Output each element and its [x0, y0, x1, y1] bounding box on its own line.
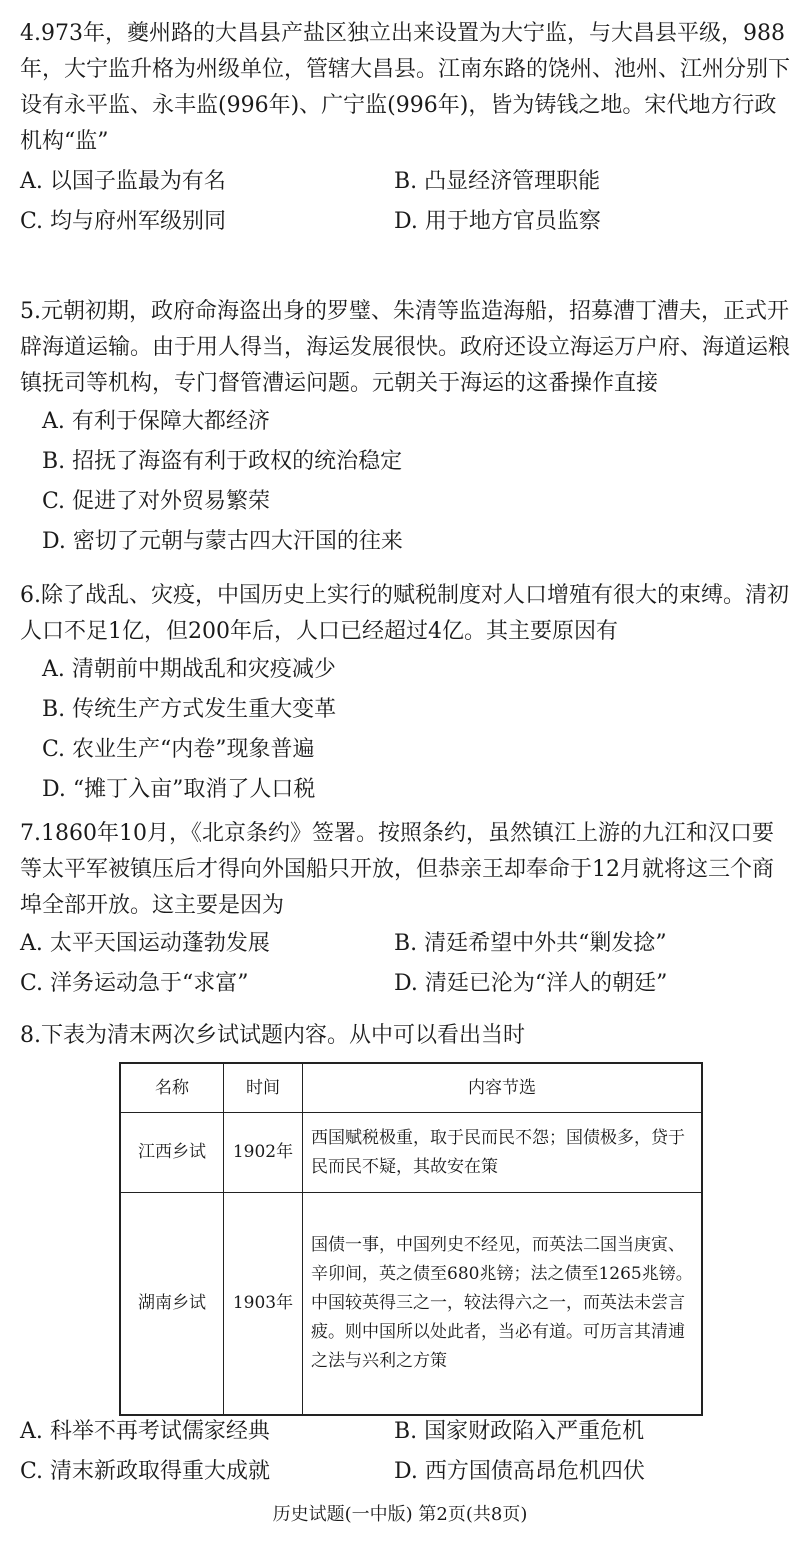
option-d[interactable]: D. 清廷已沦为“洋人的朝廷”	[394, 971, 668, 996]
question-7	[20, 816, 790, 1004]
question-8	[20, 1018, 790, 1054]
option-c[interactable]: C. 清末新政取得重大成就	[20, 1459, 271, 1484]
question-4	[20, 16, 790, 242]
option-b[interactable]: B. 国家财政陷入严重危机	[394, 1419, 645, 1444]
question-stem: 5.元朝初期，政府命海盗出身的罗璧、朱清等监造海船，招募漕丁漕夫，正式开辟海道运输。由于用人得当，海运发展很快。政府还设立海运万户府、海道运粮镇抚司等机构，专门督管漕运问题。元朝关于海运的这番操作直接	[20, 299, 791, 396]
row-content: 国债一事，中国列史不经见，而英法二国当庚寅、辛卯间，英之债至680兆镑；法之债至1265兆镑。中国较英得三之一，较法得六之一，而英法未尝言疲。则中国所以处此者，当必有道。可历言其清逋之法与兴利之方策	[303, 1193, 703, 1415]
table-row	[120, 1193, 702, 1415]
option-d[interactable]: D. “摊丁入亩”取消了人口税	[42, 777, 316, 802]
row-name: 江西乡试	[120, 1113, 224, 1193]
row-year: 1902年	[224, 1113, 303, 1193]
header-content: 内容节选	[303, 1063, 703, 1113]
option-d[interactable]: D. 用于地方官员监察	[394, 209, 601, 234]
header-name: 名称	[120, 1063, 224, 1113]
option-c[interactable]: C. 农业生产“内卷”现象普遍	[42, 737, 315, 762]
header-time: 时间	[224, 1063, 303, 1113]
row-content: 西国赋税极重，取于民而民不怨；国债极多，贷于民而民不疑，其故安在策	[303, 1113, 703, 1193]
option-c[interactable]: C. 促进了对外贸易繁荣	[42, 489, 271, 514]
question-5	[20, 294, 790, 562]
question-stem: 4.973年，夔州路的大昌县产盐区独立出来设置为大宁监，与大昌县平级，988年，大宁监升格为州级单位，管辖大昌县。江南东路的饶州、池州、江州分别下设有永平监、永丰监(996年)、广宁监(996年)，皆为铸钱之地。宋代地方行政机构“监”	[20, 21, 791, 154]
option-b[interactable]: B. 清廷希望中外共“剿发捻”	[394, 931, 667, 956]
option-a[interactable]: A. 科举不再考试儒家经典	[20, 1419, 270, 1444]
option-a[interactable]: A. 以国子监最为有名	[20, 169, 226, 194]
page-footer: 历史试题(一中版) 第2页(共8页)	[272, 1504, 528, 1525]
option-c[interactable]: C. 均与府州军级别同	[20, 209, 227, 234]
question-stem: 7.1860年10月，《北京条约》签署。按照条约，虽然镇江上游的九江和汉口要等太平军被镇压后才得向外国船只开放，但恭亲王却奉命于12月就将这三个商埠全部开放。这主要是因为	[20, 821, 774, 918]
option-d[interactable]: D. 密切了元朝与蒙古四大汗国的往来	[42, 529, 403, 554]
option-b[interactable]: B. 凸显经济管理职能	[394, 169, 601, 194]
row-name: 湖南乡试	[120, 1193, 224, 1415]
option-c[interactable]: C. 洋务运动急于“求富”	[20, 971, 249, 996]
table-row	[120, 1113, 702, 1193]
option-d[interactable]: D. 西方国债高昂危机四伏	[394, 1459, 645, 1484]
option-a[interactable]: A. 有利于保障大都经济	[42, 409, 270, 434]
row-year: 1903年	[224, 1193, 303, 1415]
option-a[interactable]: A. 清朝前中期战乱和灾疫减少	[42, 657, 336, 682]
question-stem: 6.除了战乱、灾疫，中国历史上实行的赋税制度对人口增殖有很大的束缚。清初人口不足1亿，但200年后，人口已经超过4亿。其主要原因有	[20, 583, 789, 644]
option-b[interactable]: B. 传统生产方式发生重大变革	[42, 697, 337, 722]
question-stem: 8.下表为清末两次乡试试题内容。从中可以看出当时	[20, 1023, 525, 1048]
exam-table	[119, 1062, 703, 1416]
table-header-row	[120, 1063, 702, 1113]
question-6	[20, 578, 790, 810]
option-a[interactable]: A. 太平天国运动蓬勃发展	[20, 931, 270, 956]
option-b[interactable]: B. 招抚了海盗有利于政权的统治稳定	[42, 449, 403, 474]
question-8-options	[20, 1412, 790, 1492]
